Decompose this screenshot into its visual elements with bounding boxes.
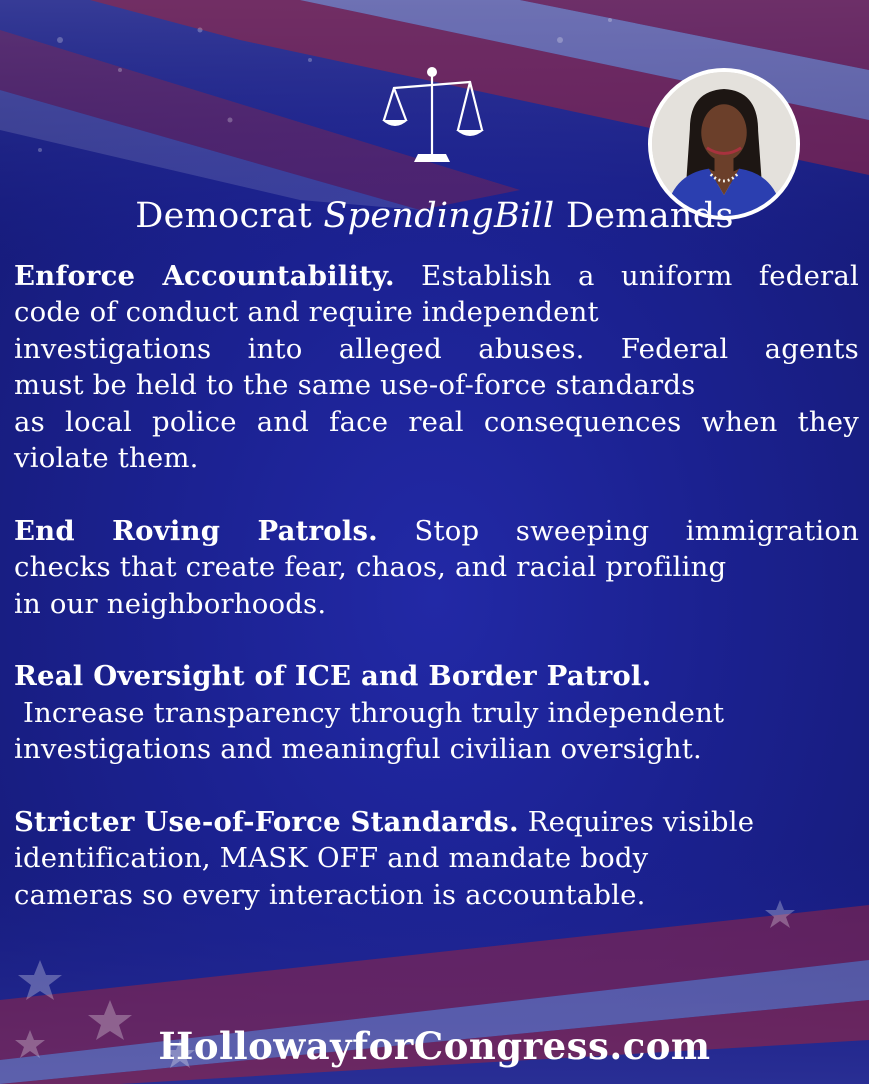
demand-heading: Enforce Accountability. xyxy=(14,260,395,292)
demand-line: investigations and meaningful civilian oversight. xyxy=(14,733,702,766)
scales-of-justice-icon xyxy=(378,62,486,168)
demand-item xyxy=(14,513,859,622)
demand-line: Increase transparency through truly independent xyxy=(14,696,725,729)
page-title xyxy=(0,192,869,240)
demand-line: as local police and face real consequences when they xyxy=(14,405,859,438)
demand-heading: Real Oversight of ICE and Border Patrol. xyxy=(14,660,652,693)
demand-line: in our neighborhoods. xyxy=(14,587,327,620)
campaign-website-link[interactable]: HollowayforCongress.com xyxy=(158,1024,711,1068)
demand-item xyxy=(14,658,859,767)
demand-line: Requires visible xyxy=(518,806,755,839)
title-prefix: Democrat xyxy=(135,196,324,236)
demand-heading: Stricter Use-of-Force Standards. xyxy=(14,806,519,839)
title-suffix: Demands xyxy=(554,196,734,236)
demand-heading: End Roving Patrols. xyxy=(14,514,378,547)
demand-line: checks that create fear, chaos, and racial profiling xyxy=(14,551,727,584)
demand-item xyxy=(14,804,859,913)
title-italic: SpendingBill xyxy=(323,196,555,236)
demand-line: Stop sweeping immigration xyxy=(377,514,859,547)
demand-line: Establish a uniform federal xyxy=(394,260,859,292)
demand-line: violate them. xyxy=(14,442,199,475)
demand-line: investigations into alleged abuses. Federal agents xyxy=(14,332,859,365)
demands-list xyxy=(14,258,859,950)
demand-item xyxy=(14,258,859,476)
demand-line: code of conduct and require independent xyxy=(14,296,599,329)
demand-line: identification, MASK OFF and mandate body xyxy=(14,842,649,875)
demand-line: cameras so every interaction is accountable. xyxy=(14,878,646,911)
demand-line: must be held to the same use-of-force standards xyxy=(14,369,696,402)
